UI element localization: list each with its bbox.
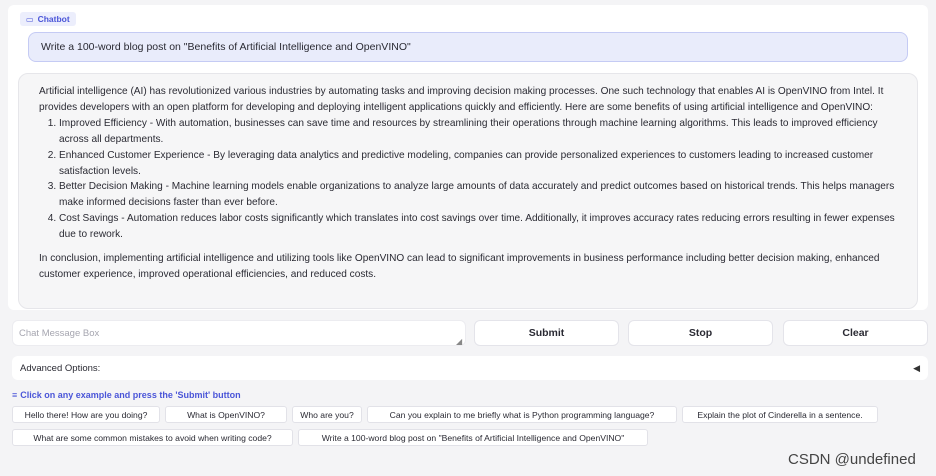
- chat-bubble-icon: ▭: [26, 14, 34, 24]
- chatbot-label-text: Chatbot: [37, 14, 70, 24]
- examples-header: [12, 390, 241, 400]
- list-item: 1. Improved Efficiency - With automation, businesses can save time and resources by streamlining their operations through machine learning algorithms. This leads to improved efficiency across all departments.: [59, 116, 903, 148]
- list-item: 3. Better Decision Making - Machine learning models enable organizations to analyze large amounts of data accurately and predict outcomes based on historical trends. This helps managers make informed decisions faster than ever before.: [59, 179, 903, 211]
- resize-handle-icon[interactable]: ◢: [456, 337, 463, 346]
- chat-message-input[interactable]: [12, 320, 466, 346]
- example-chip[interactable]: Can you explain to me briefly what is Python programming language?: [367, 406, 677, 423]
- list-icon: ≡: [12, 390, 18, 400]
- list-item: 2. Enhanced Customer Experience - By leveraging data analytics and predictive modeling, companies can provide personalized experiences to customers leading to increased customer satisfaction levels.: [59, 148, 903, 180]
- bot-intro: Artificial intelligence (AI) has revolutionized various industries by automating tasks and improving decision making processes. One such technology that enables AI is OpenVINO from Intel. It provides developers with an open platform for developing and deploying intelligent applications quickly and efficiently. Here are some benefits of using artificial intelligence and OpenVINO:: [39, 86, 884, 113]
- bot-message: [18, 73, 918, 309]
- bot-benefits-list: [39, 116, 903, 243]
- example-chip[interactable]: What is OpenVINO?: [165, 406, 287, 423]
- example-chip[interactable]: Who are you?: [292, 406, 362, 423]
- caret-left-icon: ◀: [913, 362, 920, 373]
- chatbot-label: [20, 12, 76, 26]
- examples-label-text: Click on any example and press the 'Submit' button: [20, 390, 241, 400]
- bot-conclusion: In conclusion, implementing artificial intelligence and utilizing tools like OpenVINO can lead to significant improvements in business performance including better decision making, enhanced customer experience, improved operational efficiencies, and reduced costs.: [39, 253, 880, 280]
- watermark: CSDN @undefined: [788, 451, 916, 468]
- example-chip[interactable]: Explain the plot of Cinderella in a sentence.: [682, 406, 878, 423]
- example-chip[interactable]: What are some common mistakes to avoid when writing code?: [12, 429, 293, 446]
- example-chip[interactable]: Write a 100-word blog post on "Benefits of Artificial Intelligence and OpenVINO": [298, 429, 648, 446]
- stop-button[interactable]: Stop: [628, 320, 773, 346]
- list-item: 4. Cost Savings - Automation reduces labor costs significantly which translates into cost savings over time. Additionally, it improves accuracy rates reducing errors resulting in fewer expenses due to rework.: [59, 211, 903, 243]
- user-message: [28, 32, 908, 62]
- advanced-options-label: Advanced Options:: [20, 362, 101, 374]
- chatbot-panel: [8, 5, 928, 310]
- clear-button[interactable]: Clear: [783, 320, 928, 346]
- example-chip[interactable]: Hello there! How are you doing?: [12, 406, 160, 423]
- advanced-options-toggle[interactable]: [12, 356, 928, 380]
- user-message-text: Write a 100-word blog post on "Benefits of Artificial Intelligence and OpenVINO": [41, 41, 411, 53]
- submit-button[interactable]: Submit: [474, 320, 619, 346]
